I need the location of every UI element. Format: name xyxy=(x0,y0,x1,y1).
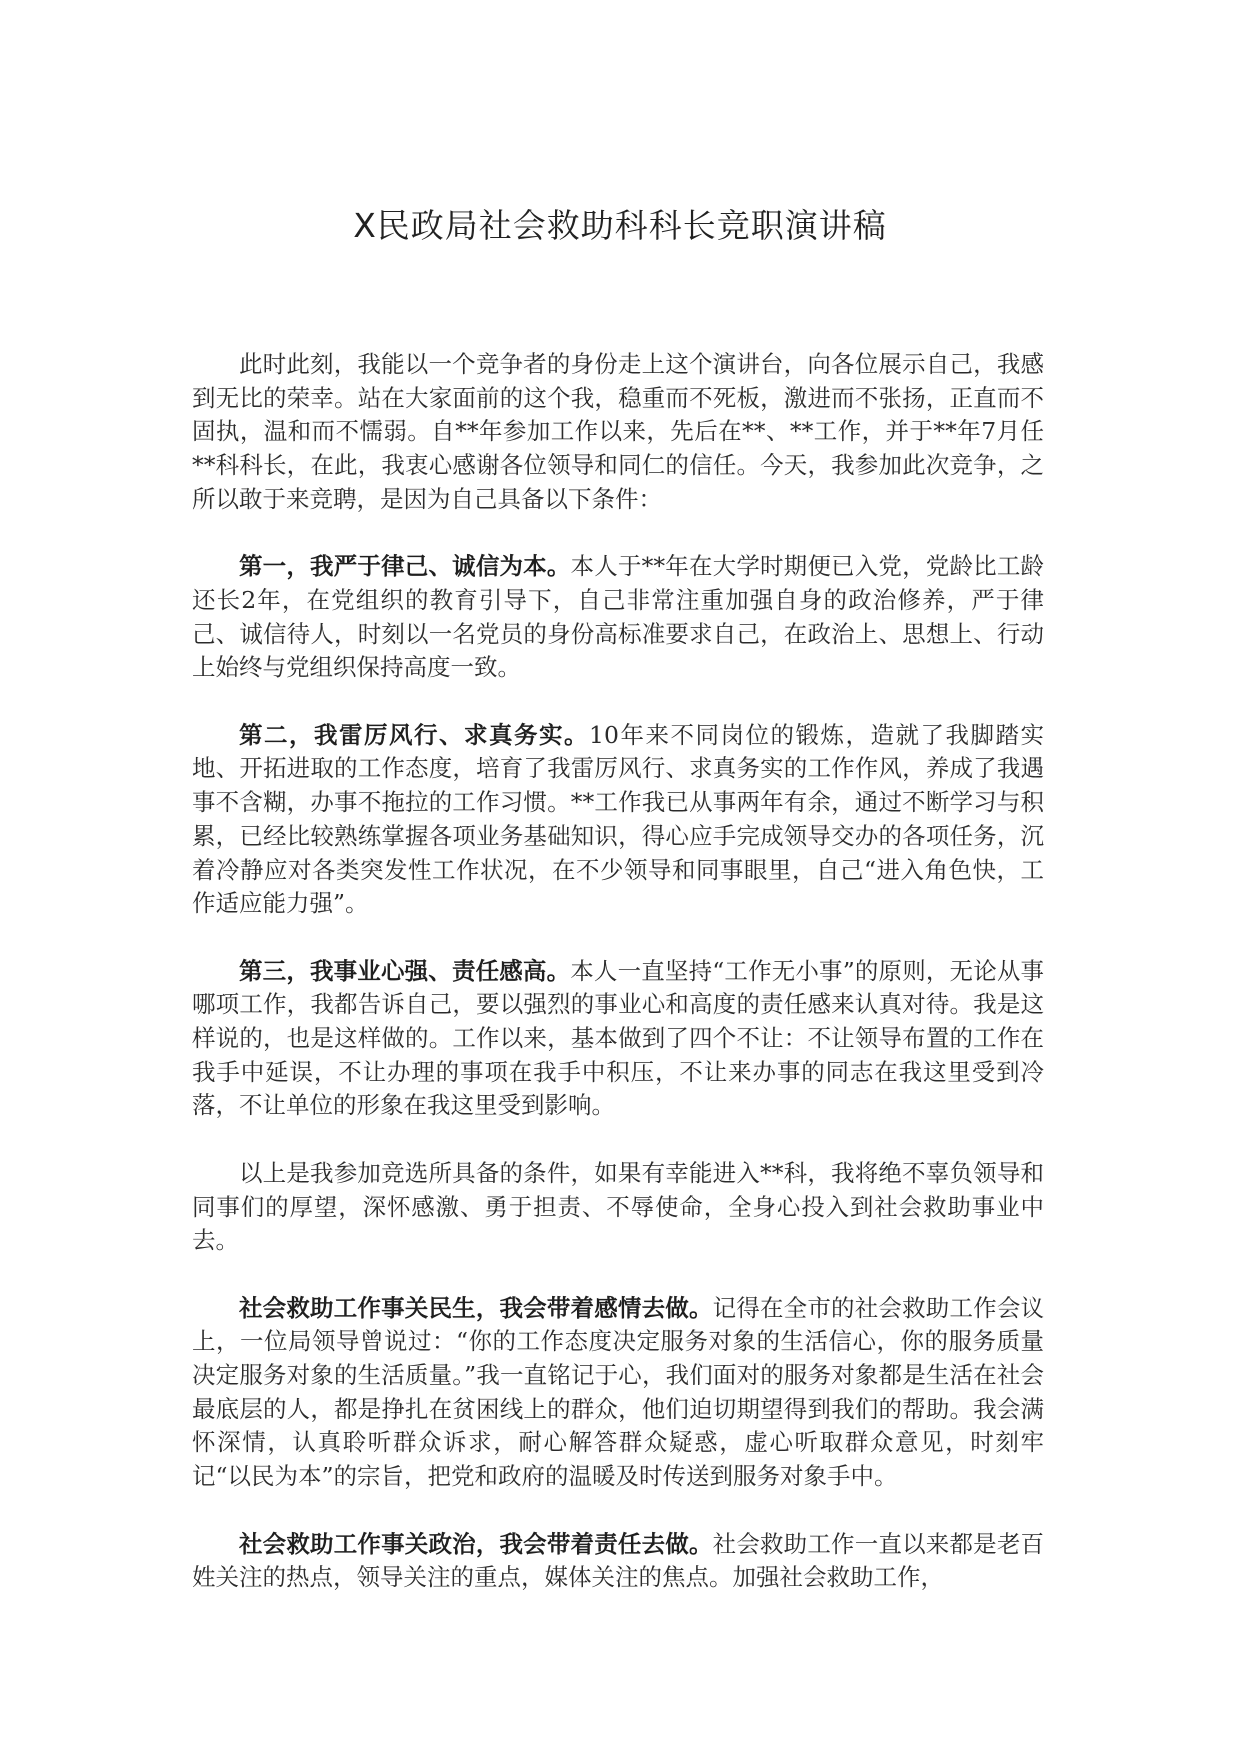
paragraph-3 xyxy=(192,719,1044,921)
page-title: X民政局社会救助科科长竞职演讲稿 xyxy=(353,206,887,245)
paragraph-1 xyxy=(192,348,1044,517)
paragraph-2-lead: 第一，我严于律己、诚信为本。 xyxy=(239,552,571,581)
paragraph-6 xyxy=(192,1292,1044,1494)
paragraph-7 xyxy=(192,1528,1044,1595)
paragraph-3-text: 10年来不同岗位的锻炼，造就了我脚踏实地、开拓进取的工作态度，培育了我雷厉风行、求真务实的工作作风，养成了我遇事不含糊，办事不拖拉的工作习惯。**工作我已从事两年有余，通过不断学习与积累，已经比较熟练掌握各项业务基础知识，得心应手完成领导交办的各项任务，沉着冷静应对各类突发性工作状况，在不少领导和同事眼里，自己“进入角色快，工作适应能力强”。 xyxy=(192,720,1045,918)
paragraph-5 xyxy=(192,1157,1044,1258)
paragraph-4-text: 本人一直坚持“工作无小事”的原则，无论从事哪项工作，我都告诉自己，要以强烈的事业心和高度的责任感来认真对待。我是这样说的，也是这样做的。工作以来，基本做到了四个不让：不让领导布置的工作在我手中延误，不让办理的事项在我手中积压，不让来办事的同志在我这里受到冷落，不让单位的形象在我这里受到影响。 xyxy=(192,956,1045,1120)
paragraph-4-lead: 第三，我事业心强、责任感高。 xyxy=(239,956,571,985)
paragraph-5-text: 以上是我参加竞选所具备的条件，如果有幸能进入**科，我将绝不辜负领导和同事们的厚望，深怀感激、勇于担责、不辱使命，全身心投入到社会救助事业中去。 xyxy=(192,1158,1044,1255)
paragraph-7-lead: 社会救助工作事关政治，我会带着责任去做。 xyxy=(239,1529,713,1558)
paragraph-4 xyxy=(192,955,1044,1124)
paragraph-6-text: 记得在全市的社会救助工作会议上，一位局领导曾说过：“你的工作态度决定服务对象的生活信心，你的服务质量决定服务对象的生活质量。”我一直铭记于心，我们面对的服务对象都是生活在社会最底层的人，都是挣扎在贫困线上的群众，他们迫切期望得到我们的帮助。我会满怀深情，认真聆听群众诉求，耐心解答群众疑惑，虚心听取群众意见，时刻牢记“以民为本”的宗旨，把党和政府的温暖及时传送到服务对象手中。 xyxy=(192,1293,1045,1491)
paragraph-7-text: 社会救助工作一直以来都是老百姓关注的热点，领导关注的重点，媒体关注的焦点。加强社会救助工作， xyxy=(192,1529,1045,1592)
paragraph-2-text: 本人于**年在大学时期便已入党，党龄比工龄还长2年，在党组织的教育引导下，自己非常注重加强自身的政治修养，严于律己、诚信待人，时刻以一名党员的身份高标准要求自己，在政治上、思想上、行动上始终与党组织保持高度一致。 xyxy=(192,552,1045,682)
paragraph-2 xyxy=(192,550,1044,685)
document-body xyxy=(192,348,1044,1629)
paragraph-3-lead: 第二，我雷厉风行、求真务实。 xyxy=(239,720,590,749)
paragraph-1-text: 此时此刻，我能以一个竞争者的身份走上这个演讲台，向各位展示自己，我感到无比的荣幸。站在大家面前的这个我，稳重而不死板，激进而不张扬，正直而不固执，温和而不懦弱。自**年参加工作以来，先后在**、**工作，并于**年7月任**科科长，在此，我衷心感谢各位领导和同仁的信任。今天，我参加此次竞争，之所以敢于来竞聘，是因为自己具备以下条件： xyxy=(192,350,1044,513)
paragraph-6-lead: 社会救助工作事关民生，我会带着感情去做。 xyxy=(239,1293,713,1322)
